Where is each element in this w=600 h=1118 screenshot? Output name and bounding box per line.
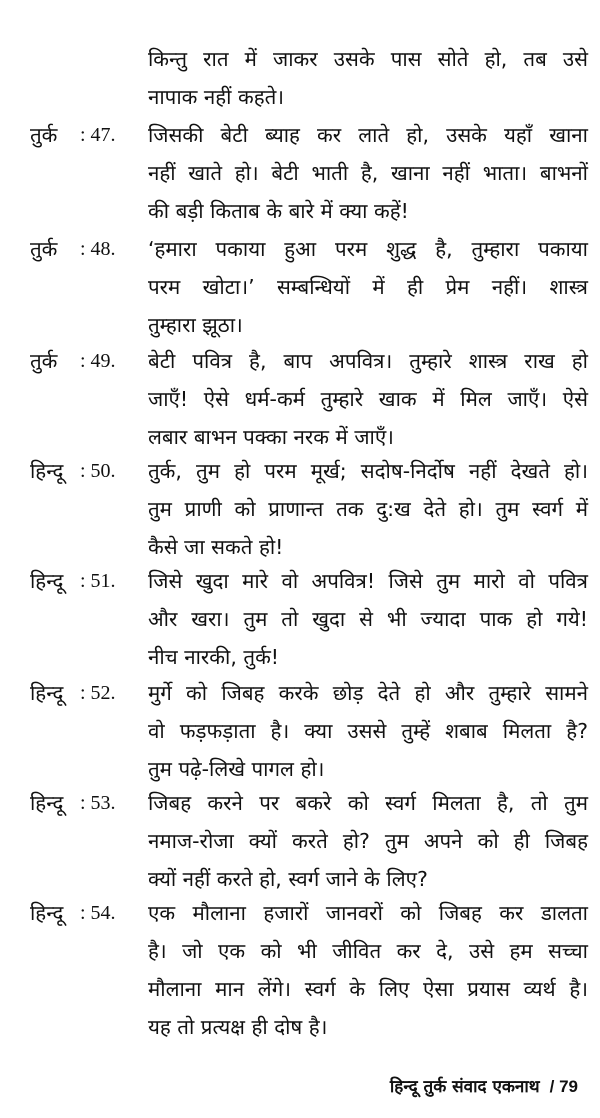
verse-number: : 48. [80,238,116,260]
text-line: वो फड़फड़ाता है। क्या उससे तुम्हें शबाब मिलता है? [148,719,588,743]
text-line: और खरा। तुम तो खुदा से भी ज्यादा पाक हो गये! [148,607,588,631]
text-line: की बड़ी किताब के बारे में क्या कहें! [148,199,409,223]
speaker-label: हिन्दू [30,901,64,925]
speaker-label: हिन्दू [30,459,64,483]
verse-text [148,342,588,456]
verse-number: : 53. [80,792,116,814]
speaker-label: हिन्दू [30,791,64,815]
verse-number: : 51. [80,570,116,592]
speaker-label: तुर्क [30,237,58,261]
verse-number: : 54. [80,902,116,924]
book-title: हिन्दू तुर्क संवाद एकनाथ [389,1077,540,1097]
text-line: तुम पढ़े-लिखे पागल हो। [148,757,325,781]
verse-text [148,894,588,1046]
verse-text [148,562,588,676]
verse-number: : 52. [80,682,116,704]
verse-text [148,784,588,898]
text-line: जिबह करने पर बकरे को स्वर्ग मिलता है, तो तुम [148,791,588,815]
verse-text [148,674,588,788]
text-line: तुम्हारा झूठा। [148,313,243,337]
verse-number: : 50. [80,460,116,482]
text-line: मौलाना मान लेंगे। स्वर्ग के लिए ऐसा प्रयास व्यर्थ है। [148,977,588,1001]
text-line: यह तो प्रत्यक्ष ही दोष है। [148,1015,328,1039]
intro-paragraph [148,40,588,116]
verse-text [148,116,588,230]
text-line: जाएँ! ऐसे धर्म-कर्म तुम्हारे खाक में मिल जाएँ। ऐसे [148,387,588,411]
verse-text [148,452,588,566]
text-line: नापाक नहीं कहते। [148,85,285,109]
text-line: परम खोटा।’ सम्बन्धियों में ही प्रेम नहीं। शास्त्र [148,275,588,299]
text-line: नीच नारकी, तुर्क! [148,645,280,669]
speaker-label: तुर्क [30,349,58,373]
text-line: नहीं खाते हो। बेटी भाती है, खाना नहीं भाता। बाभनों [148,161,588,185]
speaker-label: हिन्दू [30,681,64,705]
speaker-label: हिन्दू [30,569,64,593]
text-line: जिसकी बेटी ब्याह कर लाते हो, उसके यहाँ खाना [148,123,588,147]
text-line: जिसे खुदा मारे वो अपवित्र! जिसे तुम मारो वो पवित्र [148,569,588,593]
running-footer [390,1074,578,1097]
speaker-label: तुर्क [30,123,58,147]
text-line: क्यों नहीं करते हो, स्वर्ग जाने के लिए? [148,867,428,891]
text-line: है। जो एक को भी जीवित कर दे, उसे हम सच्चा [148,939,588,963]
text-line: मुर्गे को जिबह करके छोड़ देते हो और तुम्हारे सामने [148,681,588,705]
text-line: तुर्क, तुम हो परम मूर्ख; सदोष-निर्दोष नहीं देखते हो। [148,459,588,483]
text-line: किन्तु रात में जाकर उसके पास सोते हो, तब उसे [148,47,588,71]
text-line: लबार बाभन पक्का नरक में जाएँ। [148,425,394,449]
text-line: ‘हमारा पकाया हुआ परम शुद्ध है, तुम्हारा पकाया [148,237,588,261]
text-line: नमाज-रोजा क्यों करते हो? तुम अपने को ही जिबह [148,829,588,853]
text-line: एक मौलाना हजारों जानवरों को जिबह कर डालता [148,901,588,925]
verse-number: : 47. [80,124,116,146]
text-line: कैसे जा सकते हो! [148,535,284,559]
page-number: / 79 [549,1077,578,1096]
verse-text [148,230,588,344]
text-line: बेटी पवित्र है, बाप अपवित्र। तुम्हारे शास्त्र राख हो [148,349,588,373]
text-line: तुम प्राणी को प्राणान्त तक दु:ख देते हो। तुम स्वर्ग में [148,497,588,521]
verse-number: : 49. [80,350,116,372]
